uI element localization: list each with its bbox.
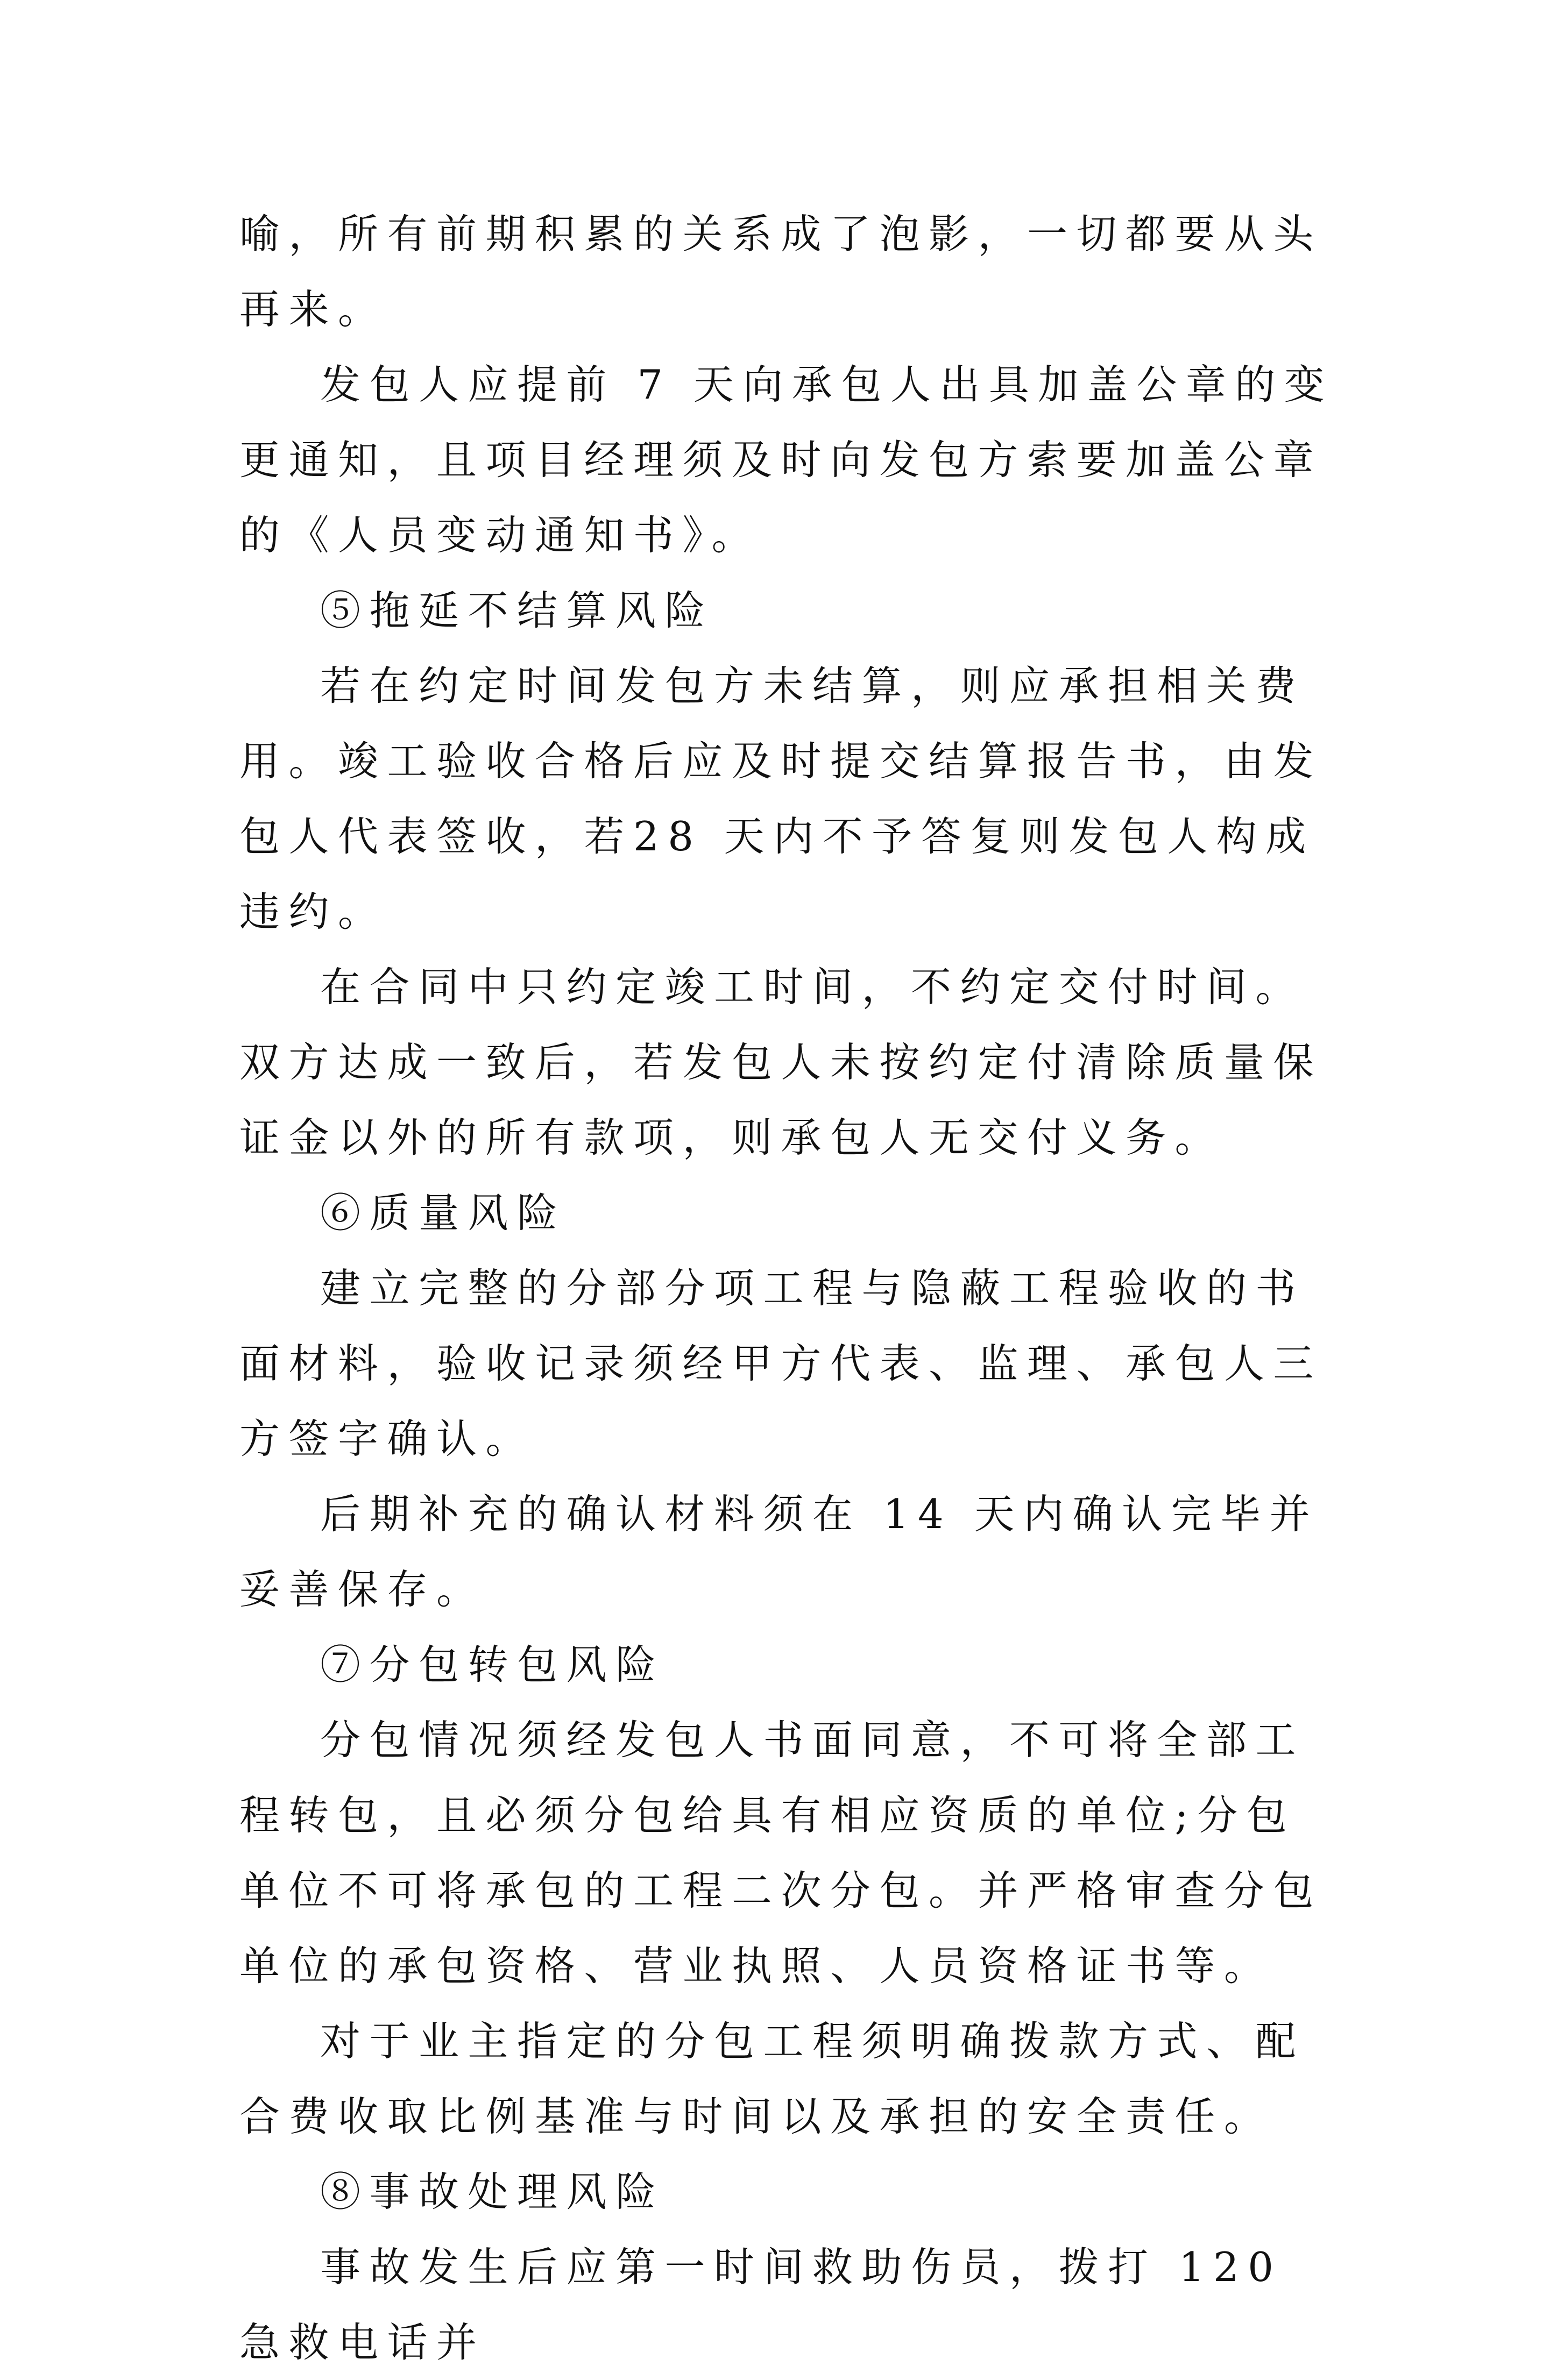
paragraph-designated-subcontract: 对于业主指定的分包工程须明确拨款方式、配合费收取比例基准与时间以及承担的安全责任。 (239, 2017, 1305, 2140)
paragraph-settlement: 若在约定时间发包方未结算，则应承担相关费用。竣工验收合格后应及时提交结算报告书，由发包人代表签收，若28 天内不予答复则发包人构成违约。 (239, 662, 1323, 935)
paragraph-delivery: 在合同中只约定竣工时间，不约定交付时间。双方达成一致后，若发包人未按约定付清除质量保证金以外的所有款项，则承包人无交付义务。 (239, 963, 1323, 1161)
heading-settlement-risk: ⑤拖延不结算风险 (320, 587, 714, 634)
document-body (239, 196, 1337, 2380)
heading-subcontract-risk: ⑦分包转包风险 (320, 1641, 665, 1688)
paragraph-continuation: 喻，所有前期积累的关系成了泡影，一切都要从头再来。 (239, 210, 1323, 333)
paragraph-change-notice: 发包人应提前 7 天向承包人出具加盖公章的变更通知，且项目经理须及时向发包方索要加盖公章的《人员变动通知书》。 (239, 361, 1334, 559)
paragraph-subcontract-approval: 分包情况须经发包人书面同意，不可将全部工程转包，且必须分包给具有相应资质的单位;分包单位不可将承包的工程二次分包。并严格审查分包单位的承包资格、营业执照、人员资格证书等。 (239, 1716, 1323, 1990)
paragraph-acceptance-records: 建立完整的分部分项工程与隐蔽工程验收的书面材料，验收记录须经甲方代表、监理、承包人三方签字确认。 (239, 1264, 1323, 1462)
heading-accident-risk: ⑧事故处理风险 (320, 2168, 665, 2215)
heading-quality-risk: ⑥质量风险 (320, 1189, 567, 1237)
paragraph-accident-handling: 事故发生后应第一时间救助伤员，拨打 120 急救电话并 (239, 2243, 1283, 2366)
paragraph-supplementary-materials: 后期补充的确认材料须在 14 天内确认完毕并妥善保存。 (239, 1490, 1319, 1613)
